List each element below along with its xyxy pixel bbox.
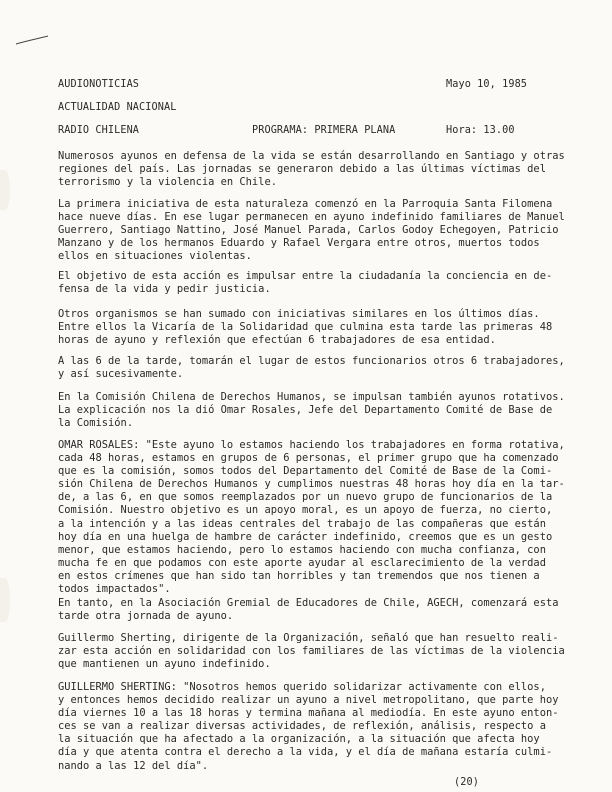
paragraph-line: la Comisión. xyxy=(58,417,134,430)
paragraph-line: El objetivo de esta acción es impulsar entre la ciudadanía la conciencia en de- xyxy=(58,270,553,282)
paragraph-line: Entre ellos la Vicaría de la Solidaridad que culmina esta tarde las primeras 48 xyxy=(58,321,553,334)
paragraph-line: horas de ayuno y reflexión que efectúan 6 trabajadores de esa entidad. xyxy=(58,334,496,347)
page-number: (20) xyxy=(454,777,479,788)
paragraph-line: menor, que estamos haciendo, pero lo estamos haciendo con mucha confianza, con xyxy=(58,543,546,556)
paragraph-line: En la Comisión Chilena de Derechos Humanos, se impulsan también ayunos rotativos. xyxy=(58,391,565,403)
paragraph-line: Guillermo Sherting, dirigente de la Organización, señaló que han resuelto reali- xyxy=(58,632,559,644)
paragraph-line: Guerrero, Santiago Nattino, José Manuel Parada, Carlos Godoy Echegoyen, Patricio xyxy=(58,224,559,237)
paragraph-line: zar esta acción en solidaridad con los familiares de las víctimas de la violencia xyxy=(58,645,565,658)
document-date: Mayo 10, 1985 xyxy=(446,79,528,90)
paragraph-line: La explicación nos la dió Omar Rosales, Jefe del Departamento Comité de Base de xyxy=(58,404,553,417)
radio-station: RADIO CHILENA xyxy=(58,125,140,136)
paragraph-10-quote-sherting xyxy=(58,681,558,773)
paragraph-line: regiones del país. Las jornadas se generaron debido a las últimas víctimas del xyxy=(58,163,546,176)
pen-mark xyxy=(14,30,54,50)
paragraph-line: OMAR ROSALES: "Este ayuno lo estamos haciendo los trabajadores en forma rotativa, xyxy=(58,439,565,451)
paragraph-line: Otros organismos se han sumado con iniciativas similares en los últimos días. xyxy=(58,308,540,320)
punch-hole-bottom xyxy=(0,578,10,622)
paragraph-line: GUILLERMO SHERTING: "Nosotros hemos querido solidarizar activamente con ellos, xyxy=(58,681,546,693)
paragraph-line: día y que atenta contra el derecho a la vida, y el día de mañana estaría culmi- xyxy=(58,746,553,759)
paragraph-9 xyxy=(58,632,565,671)
paragraph-2 xyxy=(58,198,565,263)
paragraph-8 xyxy=(58,597,558,623)
paragraph-line: que es la comisión, somos todos del Departamento del Comité de Base de la Comi- xyxy=(58,465,553,478)
paragraph-line: hace nueve días. En ese lugar permanecen en ayuno indefinido familiares de Manuel xyxy=(58,211,565,224)
paragraph-line: cada 48 horas, estamos en grupos de 6 personas, el primer grupo que ha comenzado xyxy=(58,452,559,465)
paragraph-line: todos impactados". xyxy=(58,583,171,596)
paragraph-5 xyxy=(58,355,565,381)
paragraph-line: Manzano y de los hermanos Eduardo y Rafael Vergara entre otros, muertos todos xyxy=(58,237,540,250)
paragraph-line: La primera iniciativa de esta naturaleza comenzó en la Parroquia Santa Filomena xyxy=(58,198,553,210)
paragraph-3 xyxy=(58,270,558,296)
paragraph-line: Comisión. Nuestro objetivo es un apoyo moral, es un apoyo de fuerza, no cierto, xyxy=(58,504,553,517)
paragraph-line: mucha fe en que podamos con este aporte ayudar al esclarecimiento de la verdad xyxy=(58,556,546,569)
paragraph-line: ces se van a realizar diversas actividades, de reflexión, análisis, respecto a xyxy=(58,720,546,733)
paragraph-line: que mantienen un ayuno indefinido. xyxy=(58,658,271,671)
service-name: AUDIONOTICIAS xyxy=(58,79,140,90)
paragraph-line: y entonces hemos decidido realizar un ayuno a nivel metropolitano, que parte hoy xyxy=(58,694,559,707)
paragraph-line: terrorismo y la violencia en Chile. xyxy=(58,176,277,189)
paragraph-line: de, a las 6, en que somos reemplazados por un nuevo grupo de funcionarios de la xyxy=(58,491,553,504)
paragraph-line: A las 6 de la tarde, tomarán el lugar de estos funcionarios otros 6 trabajadores, xyxy=(58,355,565,367)
punch-hole-top xyxy=(0,170,10,210)
paragraph-4 xyxy=(58,308,558,347)
paragraph-line: sión Chilena de Derechos Humanos y cumplimos nuestras 48 horas hoy día en la tar- xyxy=(58,478,565,491)
paragraph-line: y así sucesivamente. xyxy=(58,368,184,381)
paragraph-6 xyxy=(58,391,565,430)
paragraph-line: Numerosos ayunos en defensa de la vida se están desarrollando en Santiago y otras xyxy=(58,150,565,162)
paragraph-line: nando a las 12 del día". xyxy=(58,759,209,772)
paragraph-line: En tanto, en la Asociación Gremial de Educadores de Chile, AGECH, comenzará esta xyxy=(58,597,559,609)
paragraph-line: a la intención y a las ideas centrales del trabajo de las compañeras que están xyxy=(58,517,546,530)
paragraph-line: tarde otra jornada de ayuno. xyxy=(58,610,234,623)
paragraph-line: fensa de la vida y pedir justicia. xyxy=(58,283,271,296)
paragraph-1 xyxy=(58,150,565,189)
paragraph-7-quote-rosales xyxy=(58,439,565,596)
program-name: PROGRAMA: PRIMERA PLANA xyxy=(252,125,396,136)
section-title: ACTUALIDAD NACIONAL xyxy=(58,102,177,113)
broadcast-time: Hora: 13.00 xyxy=(446,125,515,136)
paragraph-line: día viernes 10 a las 18 horas y termina mañana al mediodía. En este ayuno enton- xyxy=(58,707,559,720)
paragraph-line: en estos crímenes que han sido tan horribles y tan tremendos que nos tienen a xyxy=(58,569,540,582)
paragraph-line: ellos en situaciones violentas. xyxy=(58,250,252,263)
paragraph-line: hoy día en una huelga de hambre de carácter indefinido, creemos que es un gesto xyxy=(58,530,553,543)
paragraph-line: la situación que ha afectado a la organización, a la situación que afecta hoy xyxy=(58,733,540,746)
